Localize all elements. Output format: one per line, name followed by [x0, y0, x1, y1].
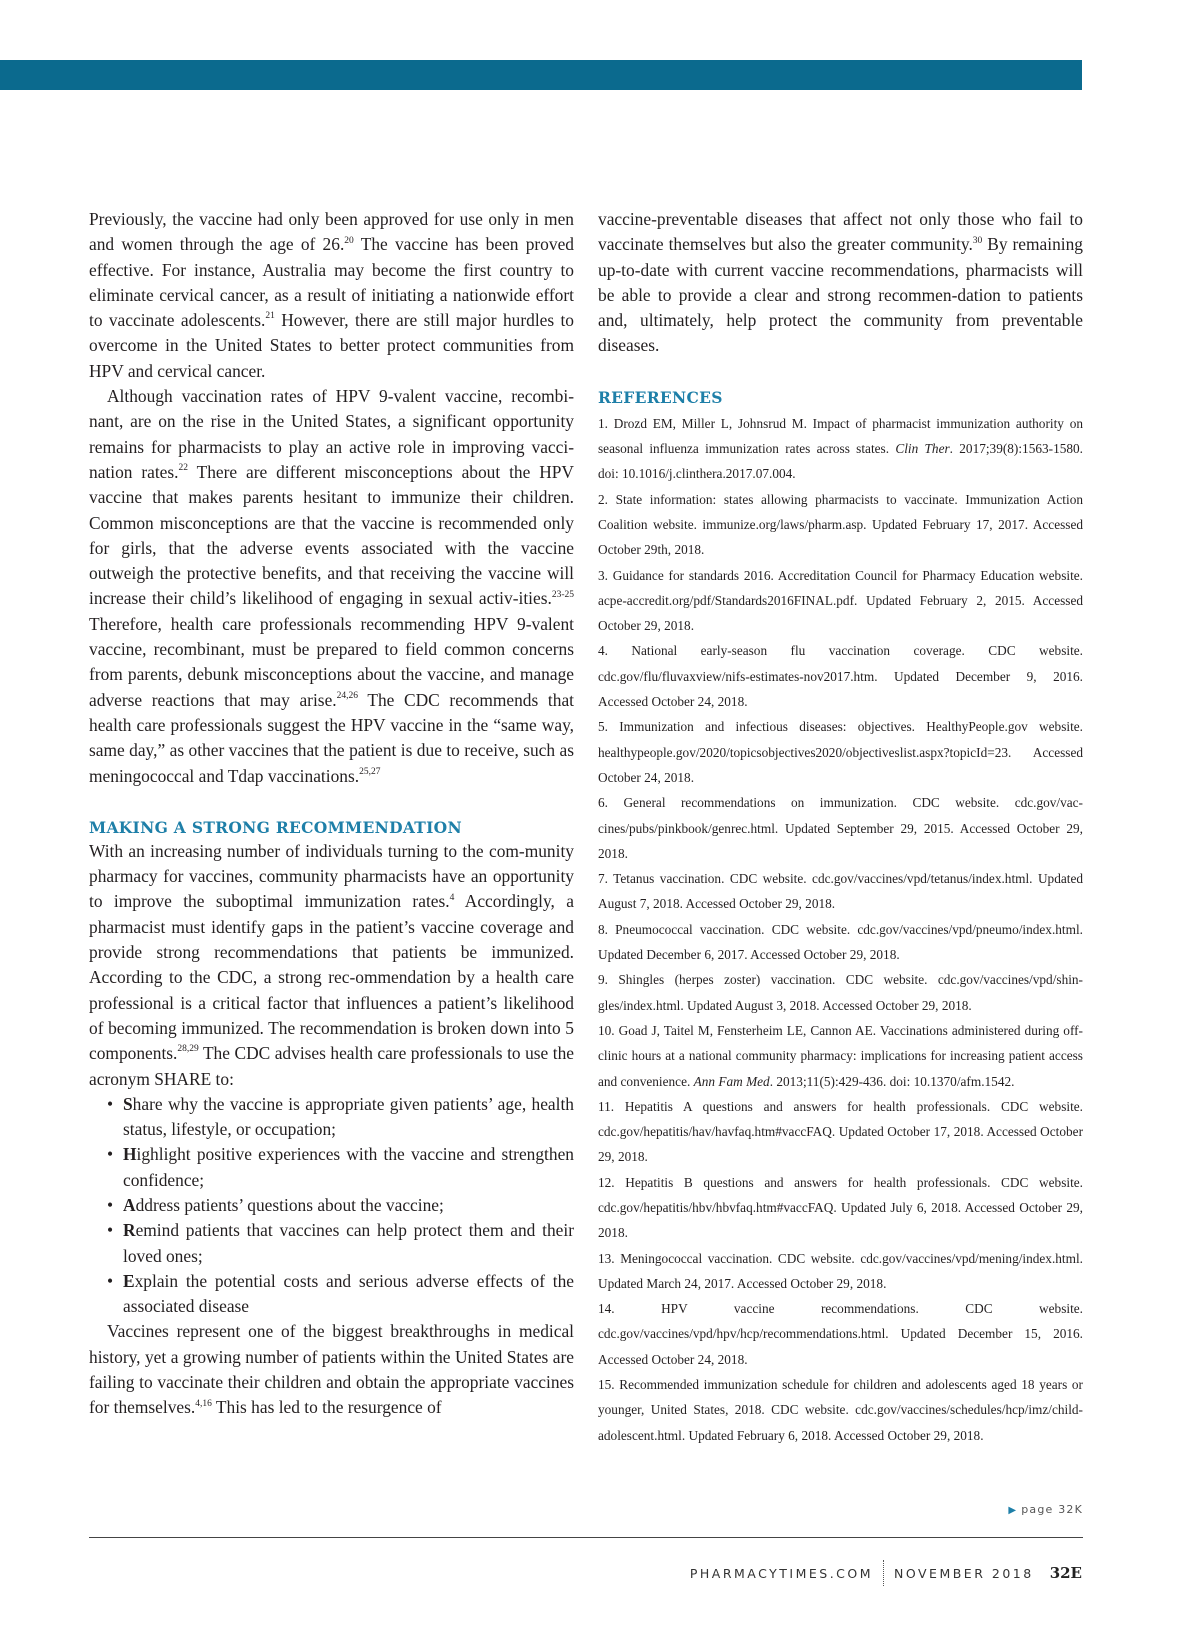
- reference-item: 5. Immunization and infectious diseases: objectives. HealthyPeople.gov website. healthypeople.gov/2020/topicsobjectives2020/objectiveslist.aspx?topicId=23. Accessed October 24, 2018.: [598, 719, 1083, 785]
- footer-website: PHARMACYTIMES.COM: [689, 1565, 874, 1581]
- reference-item: 11. Hepatitis A questions and answers for health professionals. CDC website. cdc.gov/hepatitis/hav/havfaq.htm#vaccFAQ. Updated October 17, 2018. Accessed October 29, 2018.: [598, 1098, 1083, 1165]
- bullet-dot: •: [107, 1144, 114, 1165]
- section-heading-references: REFERENCES: [598, 387, 723, 407]
- section-heading-making-recommendation: MAKING A STRONG RECOMMENDATION: [89, 817, 462, 837]
- reference-item: 9. Shingles (herpes zoster) vaccination. CDC website. cdc.gov/vaccines/vpd/shin-gles/index.html. Updated August 3, 2018. Accessed October 29, 2018.: [598, 972, 1083, 1013]
- share-bullet-list: [89, 1092, 574, 1320]
- share-bullet-item: • Share why the vaccine is appropriate given patients’ age, health status, lifestyle, or occupation;: [107, 1093, 574, 1140]
- footer-divider: [89, 1537, 1083, 1538]
- bullet-dot: •: [107, 1220, 114, 1241]
- paragraph-vaccines-represent: Vaccines represent one of the biggest breakthroughs in medical history, yet a growing number of patients within the United States are failing to vaccinate their children and obtain the appropriate vaccines for themselves.$^{4,16}$ This has led to the resurgence of: [89, 1321, 574, 1418]
- page-number: 32E: [1049, 1564, 1082, 1582]
- references-list: [598, 411, 1083, 1448]
- share-bullet-item: • Remind patients that vaccines can help protect them and their loved ones;: [107, 1220, 574, 1266]
- reference-item: 3. Guidance for standards 2016. Accreditation Council for Pharmacy Education website. acpe-accredit.org/pdf/Standards2016FINAL.pdf. Updated February 2, 2015. Accessed October 29, 2018.: [598, 567, 1083, 634]
- bullet-dot: •: [107, 1194, 114, 1215]
- right-column: [598, 207, 1083, 1448]
- reference-item: 1. Drozd EM, Miller L, Johnsrud M. Impact of pharmacist immunization authority on seasonal influenza immunization rates across states. Clin Ther. 2017;39(8):1563-1580. doi: 10.1016/j.clinthera.2017.07.004.: [598, 415, 1083, 482]
- paragraph-previously: Previously, the vaccine had only been approved for use only in men and women through the age of 26.20 The vaccine has been proved effective. For instance, Australia may become the first country to eliminate cervical cancer, as a result of initiating a nationwide effort to vaccinate adolescents.$^{21}$ However, there are still major hurdles to overcome in the United States to better protect communities from HPV and cervical cancer.: [89, 209, 575, 381]
- reference-item: 13. Meningococcal vaccination. CDC website. cdc.gov/vaccines/vpd/mening/index.html. Updated March 24, 2017. Accessed October 29, 2018.: [598, 1250, 1083, 1291]
- share-bullet-item: • Highlight positive experiences with the vaccine and strengthen confidence;: [107, 1144, 574, 1190]
- reference-item: 14. HPV vaccine recommendations. CDC website. cdc.gov/vaccines/vpd/hpv/hcp/recommendations.html. Updated December 15, 2016. Accessed October 24, 2018.: [598, 1301, 1083, 1367]
- bullet-dot: •: [107, 1093, 114, 1114]
- continued-on-page-link[interactable]: [1008, 1503, 1083, 1516]
- reference-item: 7. Tetanus vaccination. CDC website. cdc.gov/vaccines/vpd/tetanus/index.html. Updated August 7, 2018. Accessed October 29, 2018.: [598, 871, 1083, 912]
- paragraph-although: Although vaccination rates of HPV 9-valent vaccine, recombi-nant, are on the rise in the United States, a significant opportunity remains for pharmacists to play an active role in improving vacci-nation rates.$^{22}$ There are different misconceptions about the HPV vaccine that makes parents hesitant to immunize their children. Common misconceptions are that the vaccine is recommended only for girls, that the adverse events associated with the vaccine outweigh the protective benefits, and that receiving the vaccine will increase their child’s likelihood of engaging in sexual activ-ities.$^{23-25}$ Therefore, health care professionals recommending HPV 9-valent vaccine, recombinant, must be prepared to field common concerns from parents, debunk misconceptions about the vaccine, and manage adverse reactions that may arise.$^{24,26}$ The CDC recommends that health care professionals suggest the HPV vaccine in the “same way, same day,” as other vaccines that the patient is due to receive, such as meningococcal and Tdap vaccinations.$^{25,27}$: [89, 386, 574, 786]
- paragraph-increasing-number: With an increasing number of individuals turning to the com-munity pharmacy for vaccines, community pharmacists have an opportunity to improve the suboptimal immunization rates.$^4$ Accordingly, a pharmacist must identify gaps in the patient’s vaccine coverage and provide strong recommendations that patients be immunized. According to the CDC, a strong rec-ommendation by a health care professional is a critical factor that influences a patient’s likelihood of becoming immunized. The recommendation is broken down into 5 components.$^{28,29}$ The CDC advises health care professionals to use the acronym SHARE to:: [89, 840, 574, 1089]
- reference-item: 10. Goad J, Taitel M, Fensterheim LE, Cannon AE. Vaccinations administered during off-clinic hours at a national community pharmacy: implications for increasing patient access and convenience. Ann Fam Med. 2013;11(5):429-436. doi: 10.1370/afm.1542.: [598, 1022, 1083, 1089]
- left-column: [89, 207, 574, 1421]
- continued-page-label: page 32K: [1021, 1503, 1083, 1516]
- bullet-dot: •: [107, 1270, 114, 1291]
- share-bullet-item: • Explain the potential costs and serious adverse effects of the associated disease: [107, 1270, 574, 1317]
- footer-issue-date: NOVEMBER 2018: [894, 1565, 1034, 1581]
- paragraph-continued: vaccine-preventable diseases that affect not only those who fail to vaccinate themselves but also the greater community.$^{30}$ By remaining up-to-date with current vaccine recommendations, pharmacists will be able to provide a clear and strong recommen-dation to patients and, ultimately, help protect the community from preventable diseases.: [598, 209, 1083, 356]
- reference-item: 2. State information: states allowing pharmacists to vaccinate. Immunization Action Coalition website. immunize.org/laws/pharm.asp. Updated February 17, 2017. Accessed October 29th, 2018.: [598, 491, 1083, 558]
- share-bullet-item: • Address patients’ questions about the vaccine;: [89, 1193, 574, 1218]
- reference-item: 12. Hepatitis B questions and answers for health professionals. CDC website. cdc.gov/hepatitis/hbv/hbvfaq.htm#vaccFAQ. Updated July 6, 2018. Accessed October 29, 2018.: [598, 1174, 1083, 1241]
- footer-separator: [883, 1560, 884, 1586]
- reference-item: 6. General recommendations on immunization. CDC website. cdc.gov/vac-cines/pubs/pinkbook/genrec.html. Updated September 29, 2015. Accessed October 29, 2018.: [598, 795, 1083, 861]
- reference-item: 4. National early-season flu vaccination coverage. CDC website. cdc.gov/flu/fluvaxview/nifs-estimates-nov2017.htm. Updated December 9, 2016. Accessed October 24, 2018.: [598, 643, 1083, 710]
- top-accent-bar: [0, 60, 1082, 90]
- triangle-right-icon: ▶: [1008, 1505, 1018, 1516]
- reference-item: 15. Recommended immunization schedule for children and adolescents aged 18 years or younger, United States, 2018. CDC website. cdc.gov/vaccines/schedules/hcp/imz/child-adolescent.html. Updated February 6, 2018. Accessed October 29, 2018.: [598, 1377, 1083, 1443]
- reference-item: 8. Pneumococcal vaccination. CDC website. cdc.gov/vaccines/vpd/pneumo/index.html. Updated December 6, 2017. Accessed October 29, 2018.: [598, 921, 1083, 963]
- page-footer: [690, 1560, 1082, 1586]
